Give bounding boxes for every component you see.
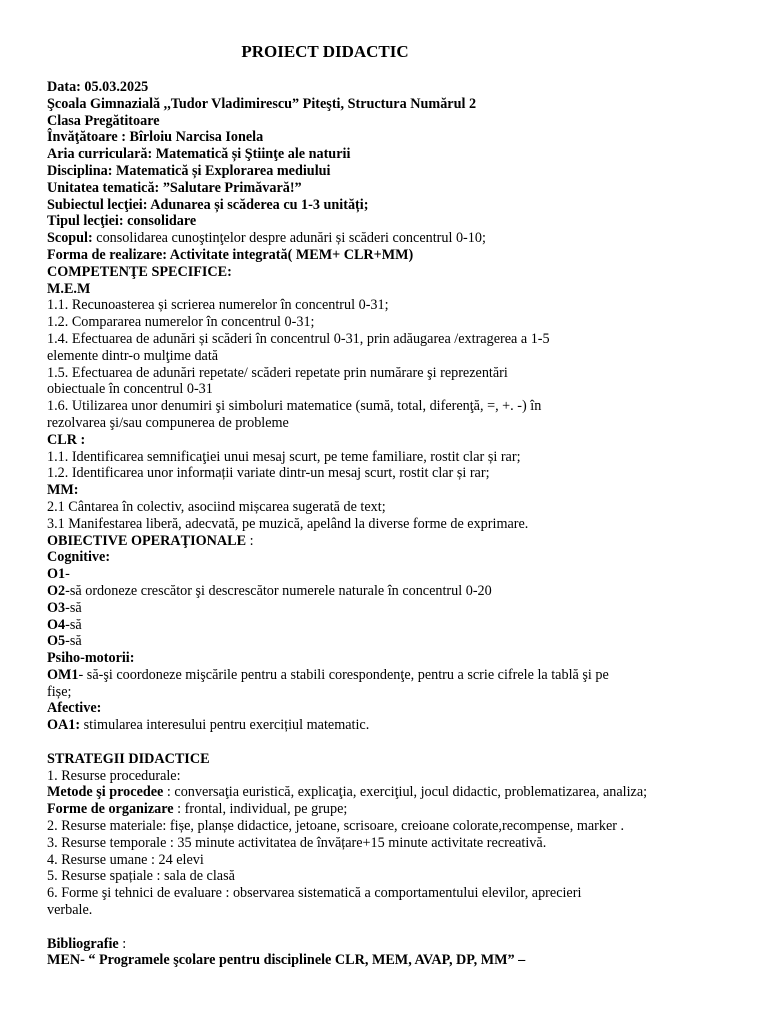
objective-code: O5 [47, 633, 66, 650]
procedural-resources: 1. Resurse procedurale: [47, 767, 181, 784]
objectives-heading: OBIECTIVE OPERAŢIONALE [47, 532, 247, 549]
objective-code: OM1 [47, 666, 79, 683]
objective-code: O4 [47, 616, 66, 633]
objective-o1 [47, 566, 747, 583]
objective-code: O2 [47, 582, 66, 599]
class-line: Clasa Pregătitoare [47, 112, 160, 129]
mem-item: 1.2. Compararea numerelor în concentrul 0-31; [47, 314, 315, 331]
mem-item: rezolvarea şi/sau compunerea de probleme [47, 414, 289, 431]
scope-line [47, 230, 747, 247]
scope-text: consolidarea cunoştinţelor despre adunări și scăderi concentrul 0-10; [92, 230, 486, 247]
clr-item: 1.1. Identificarea semnificaţiei unui mesaj scurt, pe teme familiare, rostit clar și rar; [47, 448, 521, 465]
lesson-type-line: Tipul lecţiei: consolidare [47, 213, 197, 230]
competences-heading: COMPETENŢE SPECIFICE: [47, 263, 232, 280]
mem-item: obiectuale în concentrul 0-31 [47, 381, 213, 398]
methods-text: : conversaţia euristică, explicaţia, exerciţiul, jocul didactic, problematizarea, analiza; [163, 784, 648, 801]
mm-item: 2.1 Cântarea în colectiv, asociind mișcarea sugerată de text; [47, 498, 386, 515]
document-title: PROIECT DIDACTIC [241, 42, 409, 61]
objective-text: -să [65, 633, 82, 650]
clr-label: CLR : [47, 431, 86, 448]
objective-text: -să ordoneze crescător şi descrescător numerele naturale în concentrul 0-20 [65, 582, 492, 599]
mem-item: 1.1. Recunoasterea și scrierea numerelor în concentrul 0-31; [47, 297, 389, 314]
objective-oa1 [47, 717, 747, 734]
material-resources: 2. Resurse materiale: fișe, planșe didactice, jetoane, scrisoare, creioane colorate,recompense, marker . [47, 818, 625, 835]
objective-text: - să-şi coordoneze mişcările pentru a stabili corespondenţe, pentru a scrie cifrele la tablă şi pe [78, 666, 609, 683]
objective-om1-cont: fișe; [47, 683, 72, 700]
teacher-line: Învăţătoare : Bîrloiu Narcisa Ionela [47, 129, 264, 146]
spacer [47, 919, 747, 936]
date-line: Data: 05.03.2025 [47, 79, 149, 95]
objective-code: O3 [47, 599, 66, 616]
psycho-motor-label: Psiho-motorii: [47, 650, 135, 667]
thematic-unit-line: Unitatea tematică: ”Salutare Primăvară!” [47, 179, 302, 196]
objective-text: - [65, 566, 70, 583]
form-line: Forma de realizare: Activitate integrată( MEM+ CLR+MM) [47, 246, 414, 263]
mem-item: 1.4. Efectuarea de adunări și scăderi în concentrul 0-31, prin adăugarea /extragerea a 1-5 [47, 330, 550, 347]
mm-label: MM: [47, 482, 79, 499]
spatial-resources: 5. Resurse spațiale : sala de clasă [47, 868, 235, 885]
mem-item: elemente dintr-o mulţime dată [47, 347, 219, 364]
methods-line [47, 784, 747, 801]
objective-code: OA1: [47, 717, 81, 734]
evaluation-line: 6. Forme şi tehnici de evaluare : observarea sistematică a comportamentului elevilor, aprecieri [47, 885, 582, 902]
objective-o5 [47, 633, 747, 650]
objective-text: -să [65, 599, 82, 616]
document-body [47, 79, 747, 969]
mem-item: 1.6. Utilizarea unor denumiri şi simboluri matematice (sumă, total, diferenţă, =, +. -) în [47, 398, 542, 415]
mem-item: 1.5. Efectuarea de adunări repetate/ scăderi repetate prin numărare şi reprezentări [47, 364, 508, 381]
scope-label: Scopul: [47, 230, 93, 247]
objectives-heading-suffix: : [246, 532, 254, 549]
objective-text: stimularea interesului pentru exercițiul matematic. [80, 717, 370, 734]
bibliography-heading-line [47, 936, 747, 953]
objective-om1 [47, 667, 747, 684]
organization-label: Forme de organizare [47, 801, 174, 818]
methods-label: Metode şi procedee [47, 784, 164, 801]
strategies-heading: STRATEGII DIDACTICE [47, 750, 210, 767]
affective-label: Afective: [47, 700, 102, 717]
cognitive-label: Cognitive: [47, 549, 111, 566]
temporal-resources: 3. Resurse temporale : 35 minute activitatea de învățare+15 minute activitate recreativă. [47, 834, 547, 851]
objective-code: O1 [47, 566, 66, 583]
mm-item: 3.1 Manifestarea liberă, adecvată, pe muzică, apelând la diverse forme de exprimare. [47, 515, 529, 532]
objective-text: -să [65, 616, 82, 633]
bibliography-entry: MEN- “ Programele şcolare pentru disciplinele CLR, MEM, AVAP, DP, MM” – [47, 952, 526, 969]
lesson-subject-line: Subiectul lecţiei: Adunarea și scăderea cu 1-3 unități; [47, 196, 369, 213]
spacer [47, 734, 747, 751]
evaluation-line-cont: verbale. [47, 902, 93, 919]
human-resources: 4. Resurse umane : 24 elevi [47, 851, 204, 868]
school-line: Şcoala Gimnazială ,,Tudor Vladimirescu” Piteşti, Structura Numărul 2 [47, 95, 477, 112]
curricular-area-line: Aria curriculară: Matematică și Ştiinţe ale naturii [47, 146, 351, 163]
discipline-line: Disciplina: Matematică și Explorarea mediului [47, 162, 331, 179]
organization-line [47, 801, 747, 818]
clr-item: 1.2. Identificarea unor informații variate dintr-un mesaj scurt, rostit clar și rar; [47, 465, 490, 482]
objective-o2 [47, 583, 747, 600]
bibliography-label: Bibliografie [47, 935, 119, 952]
bibliography-label-suffix: : [118, 935, 127, 952]
organization-text: : frontal, individual, pe grupe; [173, 801, 348, 818]
objective-o4 [47, 617, 747, 634]
objective-o3 [47, 600, 747, 617]
objectives-heading-line [47, 533, 747, 550]
mem-label: M.E.M [47, 280, 91, 297]
